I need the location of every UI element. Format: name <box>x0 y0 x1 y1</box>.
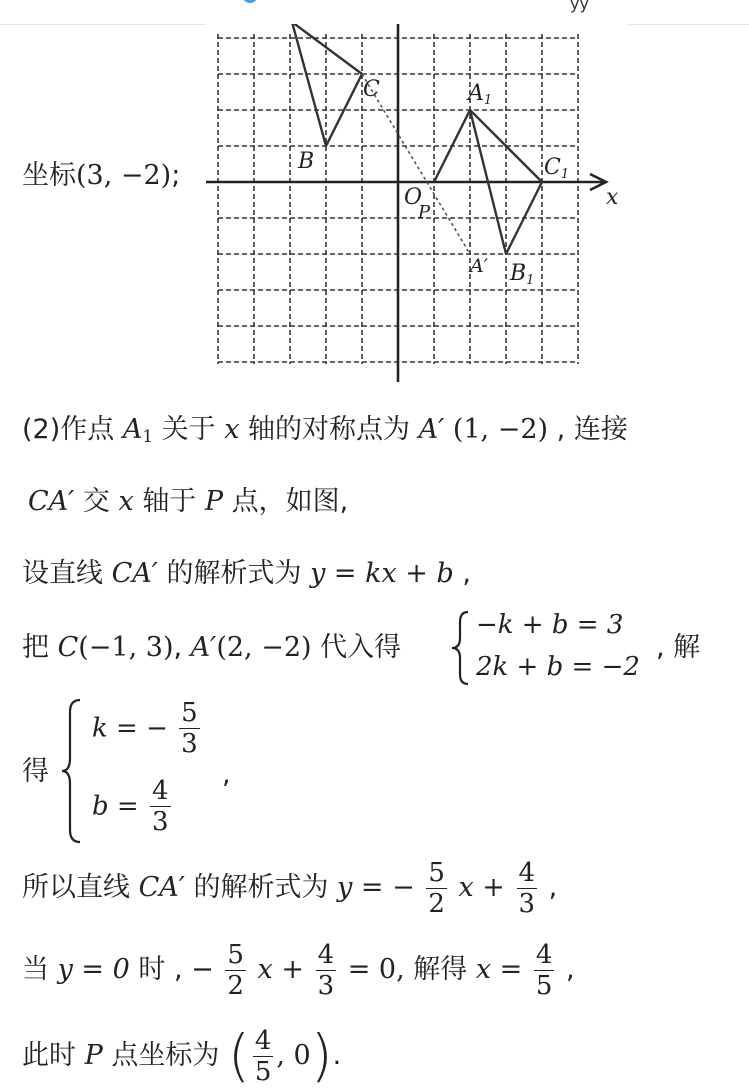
left-brace <box>58 696 84 846</box>
label-o: O <box>404 185 423 210</box>
text-line-step2: (2)作点 $A_1$ 关于 x 轴的对称点为 A′ (1, −2) , 连接 <box>22 414 628 447</box>
label-p: P <box>418 202 431 223</box>
top-bar-text: yy <box>570 0 589 13</box>
equation-system-2: k = − $\frac{5}{3}$ b = $\frac{4}{3}$ <box>58 696 258 846</box>
left-brace <box>448 608 474 688</box>
text-line-solve-prefix: 得 <box>22 756 49 787</box>
label-b1: B1 <box>510 261 535 288</box>
text-line-substitute: 把 C(−1, 3), A′(2, −2) 代入得 <box>22 632 402 663</box>
label-c: C <box>363 77 380 102</box>
label-a-prime: A′ <box>470 255 489 277</box>
equation-system-1: −k + b = 3 2k + b = −2 <box>448 608 658 688</box>
label-c1: C1 <box>544 155 570 182</box>
text-line-zero: 当 y = 0 时 , − $\frac{5}{2}$ x + $\frac{4}{3}$ = 0, 解得 x = $\frac{4}{5}$ , <box>22 940 575 1001</box>
label-x-axis: x <box>606 185 619 210</box>
text-line-final: 此时 P 点坐标为 ( $\frac{4}{5}$ , 0). <box>22 1023 342 1089</box>
top-bar <box>0 0 749 25</box>
label-b: B <box>298 149 315 174</box>
text-line-coordinate: 坐标(3, −2); <box>22 160 181 191</box>
coordinate-figure <box>206 24 627 390</box>
text-line-intersect: CA′ 交 x 轴于 P 点，如图, <box>28 486 349 517</box>
top-accent-dot <box>242 0 258 3</box>
label-a1: A1 <box>468 81 493 108</box>
text-line-substitute-end: , 解 <box>656 632 701 663</box>
text-line-assume: 设直线 CA′ 的解析式为 y = kx + b , <box>22 558 471 589</box>
text-line-result: 所以直线 CA′ 的解析式为 y = − $\frac{5}{2}$ x + $\frac{4}{3}$ , <box>22 858 558 919</box>
